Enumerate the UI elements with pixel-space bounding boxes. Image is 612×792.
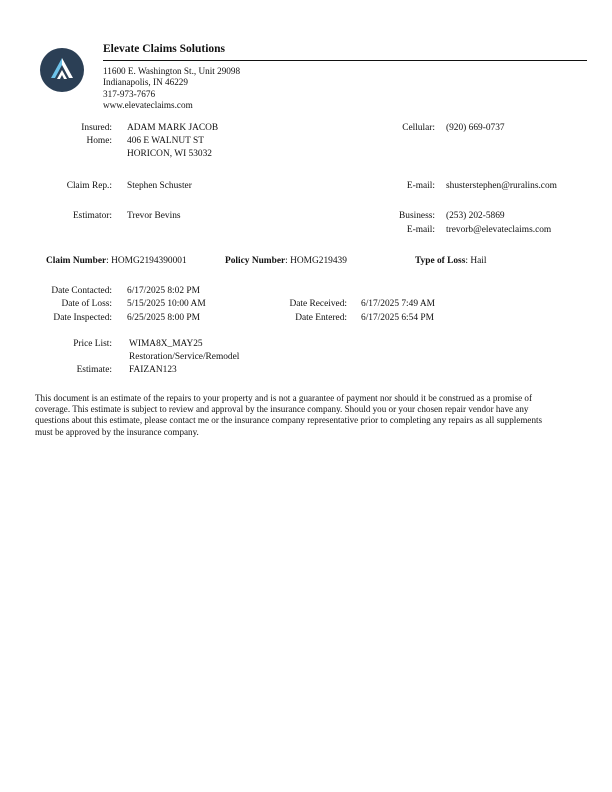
claim-rep-name: Stephen Schuster [127,181,192,191]
claim-rep-email: shusterstephen@ruralins.com [446,181,557,191]
estimator-label: Estimator: [72,211,112,221]
company-name: Elevate Claims Solutions [103,43,226,55]
date-inspected-value: 6/25/2025 8:00 PM [127,313,200,323]
estimate-value: FAIZAN123 [129,365,177,375]
date-contacted-label: Date Contacted: [51,286,112,296]
price-list-description: Restoration/Service/Remodel [129,352,240,362]
claim-rep-email-label: E-mail: [406,181,435,191]
company-logo [40,48,84,92]
company-phone: 317-973-7676 [103,88,156,99]
estimate-label: Estimate: [76,365,112,375]
cellular-value: (920) 669-0737 [446,123,505,133]
policy-number-value: HOMG219439 [290,256,347,266]
disclaimer-text: This document is an estimate of the repairs to your property and is not a guarantee of payment nor should it be construed as a promise of coverage. This estimate is subject to review and approval by the insurance company. Should you or your chosen repair vendor have any questions about this estimate, please contact me or the insurance company representative prior to completing any repairs as all supplements must be approved by the insurance company. [35,393,543,437]
business-phone: (253) 202-5869 [446,211,505,221]
insured-name: ADAM MARK JACOB [127,123,219,133]
price-list-value: WIMA8X_MAY25 [129,339,203,349]
date-received-label: Date Received: [289,299,347,309]
cellular-label: Cellular: [402,123,435,133]
type-of-loss-value: Hail [470,256,487,266]
date-entered-value: 6/17/2025 6:54 PM [361,313,434,323]
home-address-line2: HORICON, WI 53032 [127,149,212,159]
date-received-value: 6/17/2025 7:49 AM [361,299,435,309]
insured-label: Insured: [81,123,112,133]
company-address-line1: 11600 E. Washington St., Unit 29098 [103,66,241,76]
estimator-name: Trevor Bevins [127,211,181,221]
logo-mark-icon [40,48,84,92]
price-list-label: Price List: [73,339,112,349]
company-address-line2: Indianapolis, IN 46229 [103,77,188,88]
claim-number-label: Claim Number [46,256,107,266]
home-address-line1: 406 E WALNUT ST [127,136,204,146]
claim-number-field: Claim Number: HOMG2194390001 [46,256,187,266]
estimator-email-label: E-mail: [406,225,435,235]
home-label: Home: [86,136,112,146]
policy-number-label: Policy Number [225,256,286,266]
company-website: www.elevateclaims.com [103,99,193,110]
claim-number-value: HOMG2194390001 [111,256,187,266]
type-of-loss-label: Type of Loss [415,256,466,266]
date-of-loss-label: Date of Loss: [61,299,112,309]
claim-rep-label: Claim Rep.: [66,181,112,191]
company-address [103,66,240,111]
estimator-email: trevorb@elevateclaims.com [446,225,552,235]
business-label: Business: [399,211,435,221]
date-of-loss-value: 5/15/2025 10:00 AM [127,299,206,309]
header-divider [103,60,587,61]
date-inspected-label: Date Inspected: [53,313,112,323]
type-of-loss-field: Type of Loss: Hail [415,256,487,266]
policy-number-field: Policy Number: HOMG219439 [225,256,347,266]
date-contacted-value: 6/17/2025 8:02 PM [127,286,200,296]
date-entered-label: Date Entered: [295,313,347,323]
